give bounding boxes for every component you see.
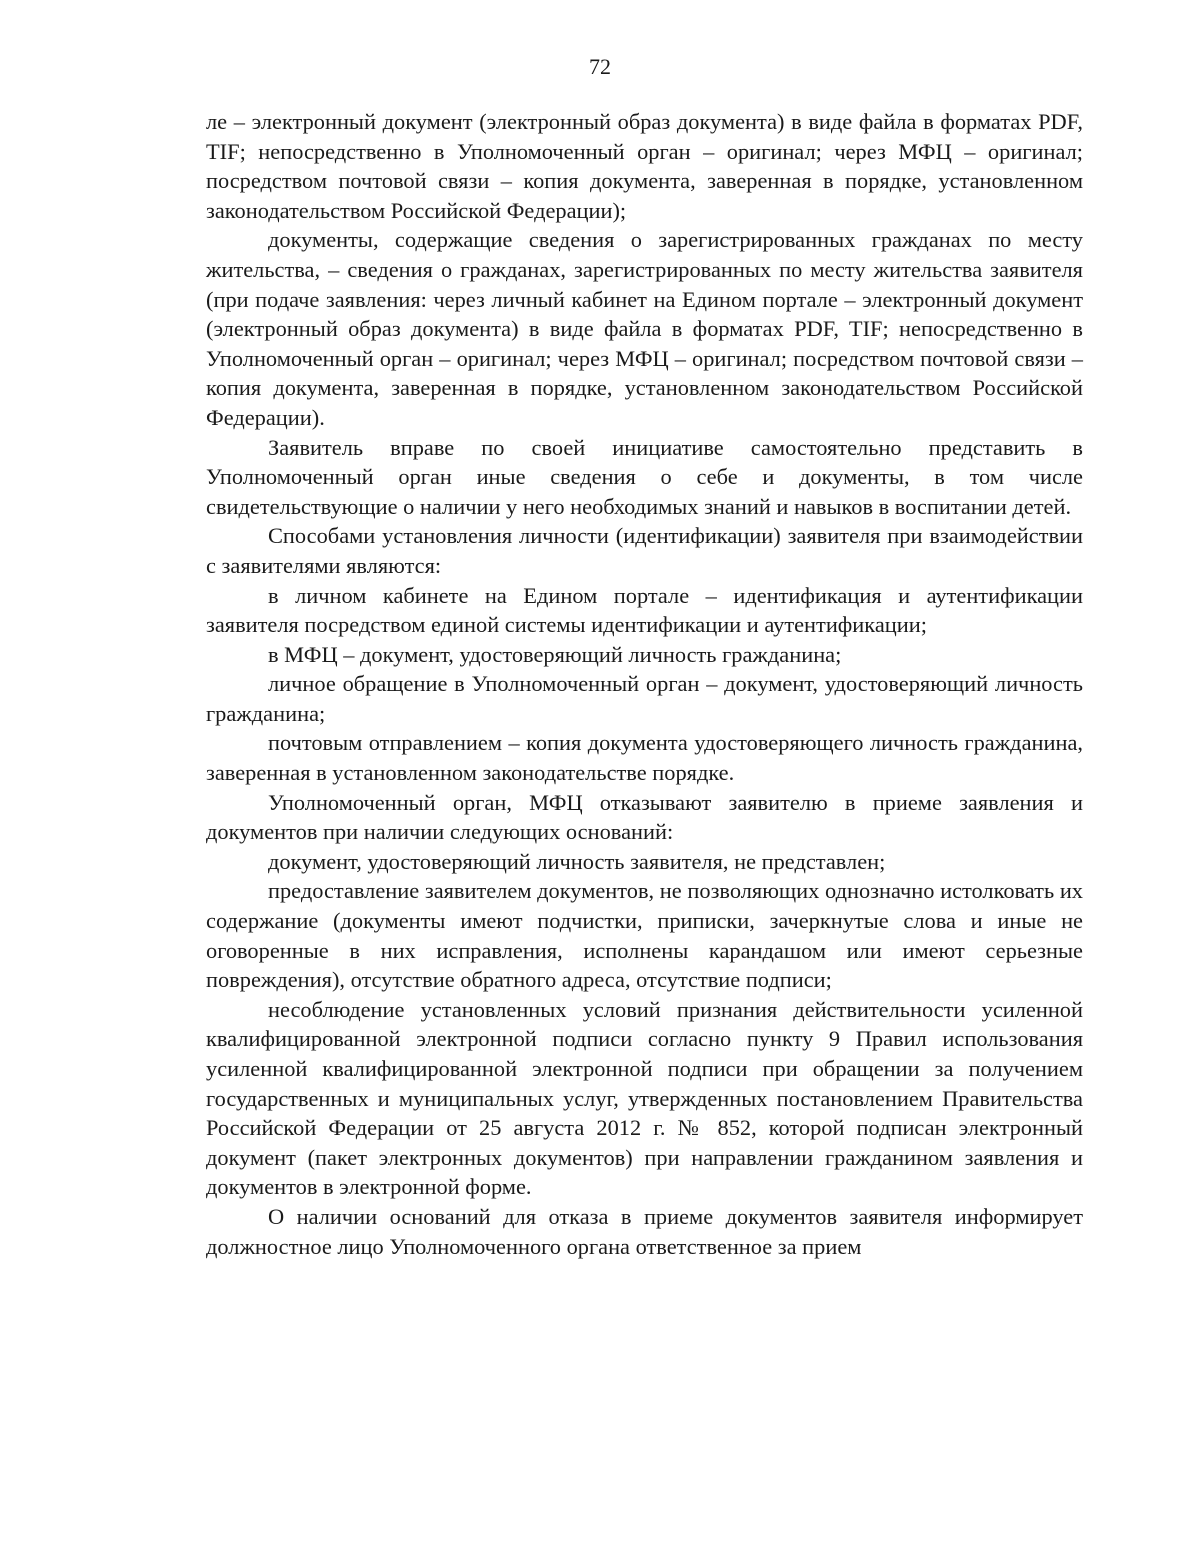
list-item: в личном кабинете на Едином портале – идентификация и аутентификации заявителя посредством единой системы идентификации и аутентификации;	[206, 582, 1083, 638]
paragraph: ле – электронный документ (электронный образ документа) в виде файла в форматах PDF, TIF; непосредственно в Уполномоченный орган – оригинал; через МФЦ – оригинал; посредством почтовой связи – копия документа, заверенная в порядке, установленном законодательством Российской Федерации);	[206, 109, 1083, 223]
list-item: предоставление заявителем документов, не позволяющих однозначно истолковать их содержание (документы имеют подчистки, приписки, зачеркнутые слова и иные не оговоренные в них исправления, исполнены карандашом или имеют серьезные повреждения), отсутствие обратного адреса, отсутствие подписи;	[206, 878, 1083, 993]
paragraph: О наличии оснований для отказа в приеме документов заявителя информирует должностное лицо Уполномоченного органа ответственное за прием	[206, 1203, 1083, 1259]
page-number: 72	[589, 54, 611, 79]
paragraph: документы, содержащие сведения о зарегистрированных гражданах по месту жительства, – сведения о гражданах, зарегистрированных по месту жительства заявителя (при подаче заявления: через личный кабинет на Едином портале – электронный документ (электронный образ документа) в виде файла в форматах PDF, TIF; непосредственно в Уполномоченный орган – оригинал; через МФЦ – оригинал; посредством почтовой связи – копия документа, заверенная в порядке, установленном законодательством Российской Федерации).	[206, 227, 1083, 430]
document-body	[206, 107, 1083, 1261]
list-item: несоблюдение установленных условий признания действительности усиленной квалифицированной электронной подписи согласно пункту 9 Правил использования усиленной квалифицированной электронной подписи при обращении за получением государственных и муниципальных услуг, утвержденных постановлением Правительства Российской Федерации от 25 августа 2012 г. № 852, которой подписан электронный документ (пакет электронных документов) при направлении гражданином заявления и документов в электронной форме.	[206, 996, 1083, 1200]
list-item: личное обращение в Уполномоченный орган – документ, удостоверяющий личность гражданина;	[206, 671, 1083, 726]
paragraph: Уполномоченный орган, МФЦ отказывают заявителю в приеме заявления и документов при наличии следующих оснований:	[206, 789, 1083, 845]
list-item: документ, удостоверяющий личность заявителя, не представлен;	[268, 848, 886, 874]
paragraph: Способами установления личности (идентификации) заявителя при взаимодействии с заявителями являются:	[206, 523, 1083, 578]
list-item: почтовым отправлением – копия документа удостоверяющего личность гражданина, заверенная в установленном законодательстве порядке.	[206, 730, 1083, 786]
paragraph: Заявитель вправе по своей инициативе самостоятельно представить в Уполномоченный орган иные сведения о себе и документы, в том числе свидетельствующие о наличии у него необходимых знаний и навыков в воспитании детей.	[206, 434, 1083, 519]
list-item: в МФЦ – документ, удостоверяющий личность гражданина;	[268, 641, 842, 667]
